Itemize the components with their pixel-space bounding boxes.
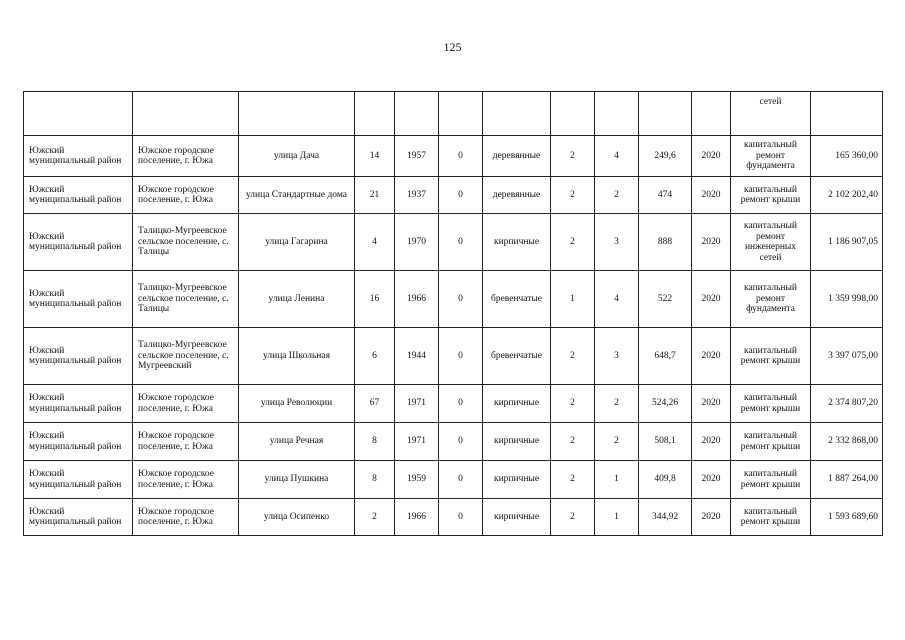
table-row <box>24 328 883 385</box>
cell-floors: 2 <box>551 177 595 214</box>
cell-col-6: 0 <box>439 177 483 214</box>
cell-settlement: Южское городское поселение, г. Южа <box>133 461 239 499</box>
cell-cost: 2 102 202,40 <box>811 177 883 214</box>
cell-area: 888 <box>639 214 692 271</box>
cell-settlement: Южское городское поселение, г. Южа <box>133 177 239 214</box>
cell-floors: 2 <box>551 423 595 461</box>
cell-col-6: 0 <box>439 328 483 385</box>
cell-entrances: 1 <box>595 499 639 536</box>
cell-district: Южский муниципальный район <box>24 214 133 271</box>
cell-street: улица Стандартные дома <box>239 177 355 214</box>
cell-street: улица Школьная <box>239 328 355 385</box>
cell-street: улица Речная <box>239 423 355 461</box>
cell-entrances: 2 <box>595 423 639 461</box>
cell-wall-material: кирпичные <box>483 461 551 499</box>
cell-year-built: 1957 <box>395 136 439 177</box>
cell-wall-material: кирпичные <box>483 423 551 461</box>
cell-entrances <box>595 92 639 136</box>
cell-area: 409,8 <box>639 461 692 499</box>
cell-floors: 2 <box>551 385 595 423</box>
cell-house-number <box>355 92 395 136</box>
housing-repair-table <box>23 91 883 536</box>
page-number: 125 <box>443 40 462 54</box>
cell-repair-type: капитальный ремонт крыши <box>731 177 811 214</box>
cell-year: 2020 <box>692 136 731 177</box>
cell-cost: 2 374 807,20 <box>811 385 883 423</box>
cell-col-6: 0 <box>439 461 483 499</box>
cell-cost: 1 359 998,00 <box>811 271 883 328</box>
cell-street: улица Гагарина <box>239 214 355 271</box>
cell-cost <box>811 92 883 136</box>
cell-entrances: 2 <box>595 177 639 214</box>
table-row <box>24 271 883 328</box>
cell-repair-type: сетей <box>731 92 811 136</box>
cell-year: 2020 <box>692 461 731 499</box>
cell-entrances: 4 <box>595 136 639 177</box>
cell-repair-type: капитальный ремонт крыши <box>731 499 811 536</box>
cell-floors: 2 <box>551 136 595 177</box>
cell-repair-type: капитальный ремонт фундамента <box>731 271 811 328</box>
cell-area: 524,26 <box>639 385 692 423</box>
cell-district: Южский муниципальный район <box>24 423 133 461</box>
cell-district: Южский муниципальный район <box>24 328 133 385</box>
cell-floors: 2 <box>551 499 595 536</box>
cell-district: Южский муниципальный район <box>24 136 133 177</box>
cell-wall-material: бревенчатые <box>483 271 551 328</box>
cell-col-6: 0 <box>439 423 483 461</box>
cell-repair-type: капитальный ремонт крыши <box>731 385 811 423</box>
cell-year-built: 1966 <box>395 271 439 328</box>
cell-entrances: 3 <box>595 328 639 385</box>
cell-entrances: 4 <box>595 271 639 328</box>
table-row <box>24 423 883 461</box>
cell-district: Южский муниципальный район <box>24 271 133 328</box>
cell-wall-material: деревянные <box>483 136 551 177</box>
cell-area: 249,6 <box>639 136 692 177</box>
table-row <box>24 461 883 499</box>
cell-house-number: 21 <box>355 177 395 214</box>
cell-district: Южский муниципальный район <box>24 499 133 536</box>
cell-wall-material: бревенчатые <box>483 328 551 385</box>
cell-repair-type: капитальный ремонт инженерных сетей <box>731 214 811 271</box>
cell-year: 2020 <box>692 177 731 214</box>
cell-year: 2020 <box>692 499 731 536</box>
cell-col-6: 0 <box>439 499 483 536</box>
cell-house-number: 8 <box>355 423 395 461</box>
cell-floors: 2 <box>551 328 595 385</box>
cell-house-number: 67 <box>355 385 395 423</box>
cell-floors: 1 <box>551 271 595 328</box>
cell-year: 2020 <box>692 328 731 385</box>
cell-street: улица Дача <box>239 136 355 177</box>
cell-year: 2020 <box>692 271 731 328</box>
cell-settlement: Южское городское поселение, г. Южа <box>133 136 239 177</box>
cell-wall-material: кирпичные <box>483 499 551 536</box>
cell-entrances: 3 <box>595 214 639 271</box>
cell-year-built: 1959 <box>395 461 439 499</box>
cell-entrances: 1 <box>595 461 639 499</box>
cell-floors <box>551 92 595 136</box>
cell-floors: 2 <box>551 461 595 499</box>
cell-district: Южский муниципальный район <box>24 385 133 423</box>
table-row <box>24 214 883 271</box>
cell-year-built <box>395 92 439 136</box>
cell-house-number: 4 <box>355 214 395 271</box>
cell-entrances: 2 <box>595 385 639 423</box>
table-row <box>24 136 883 177</box>
cell-wall-material <box>483 92 551 136</box>
table-row <box>24 385 883 423</box>
cell-year-built: 1966 <box>395 499 439 536</box>
cell-settlement: Талицко-Мугреевское сельское поселение, с. Мугреевский <box>133 328 239 385</box>
cell-year-built: 1971 <box>395 423 439 461</box>
cell-street: улица Ленина <box>239 271 355 328</box>
cell-year <box>692 92 731 136</box>
cell-cost: 165 360,00 <box>811 136 883 177</box>
cell-cost: 2 332 868,00 <box>811 423 883 461</box>
cell-cost: 1 887 264,00 <box>811 461 883 499</box>
cell-district <box>24 92 133 136</box>
cell-house-number: 8 <box>355 461 395 499</box>
cell-col-6: 0 <box>439 214 483 271</box>
table-row <box>24 92 883 136</box>
cell-settlement: Талицко-Мугреевское сельское поселение, с. Талицы <box>133 214 239 271</box>
cell-area: 344,92 <box>639 499 692 536</box>
cell-year-built: 1971 <box>395 385 439 423</box>
cell-district: Южский муниципальный район <box>24 177 133 214</box>
cell-house-number: 14 <box>355 136 395 177</box>
cell-year: 2020 <box>692 385 731 423</box>
cell-col-6: 0 <box>439 136 483 177</box>
cell-wall-material: кирпичные <box>483 214 551 271</box>
cell-repair-type: капитальный ремонт крыши <box>731 461 811 499</box>
cell-area <box>639 92 692 136</box>
cell-area: 474 <box>639 177 692 214</box>
cell-floors: 2 <box>551 214 595 271</box>
cell-wall-material: кирпичные <box>483 385 551 423</box>
cell-settlement: Южское городское поселение, г. Южа <box>133 423 239 461</box>
cell-house-number: 6 <box>355 328 395 385</box>
cell-street: улица Революции <box>239 385 355 423</box>
table-row <box>24 499 883 536</box>
cell-col-6: 0 <box>439 385 483 423</box>
cell-area: 508,1 <box>639 423 692 461</box>
cell-settlement: Южское городское поселение, г. Южа <box>133 499 239 536</box>
cell-cost: 3 397 075,00 <box>811 328 883 385</box>
cell-year: 2020 <box>692 214 731 271</box>
cell-repair-type: капитальный ремонт фундамента <box>731 136 811 177</box>
cell-district: Южский муниципальный район <box>24 461 133 499</box>
cell-col-6 <box>439 92 483 136</box>
table-row <box>24 177 883 214</box>
cell-wall-material: деревянные <box>483 177 551 214</box>
cell-area: 522 <box>639 271 692 328</box>
cell-year-built: 1970 <box>395 214 439 271</box>
cell-year: 2020 <box>692 423 731 461</box>
cell-col-6: 0 <box>439 271 483 328</box>
cell-house-number: 16 <box>355 271 395 328</box>
cell-cost: 1 593 689,60 <box>811 499 883 536</box>
cell-repair-type: капитальный ремонт крыши <box>731 328 811 385</box>
cell-cost: 1 186 907,05 <box>811 214 883 271</box>
cell-house-number: 2 <box>355 499 395 536</box>
cell-street: улица Осипенко <box>239 499 355 536</box>
cell-settlement: Талицко-Мугреевское сельское поселение, с. Талицы <box>133 271 239 328</box>
cell-settlement: Южское городское поселение, г. Южа <box>133 385 239 423</box>
cell-area: 648,7 <box>639 328 692 385</box>
cell-year-built: 1937 <box>395 177 439 214</box>
cell-street <box>239 92 355 136</box>
cell-repair-type: капитальный ремонт крыши <box>731 423 811 461</box>
cell-year-built: 1944 <box>395 328 439 385</box>
cell-street: улица Пушкина <box>239 461 355 499</box>
cell-settlement <box>133 92 239 136</box>
